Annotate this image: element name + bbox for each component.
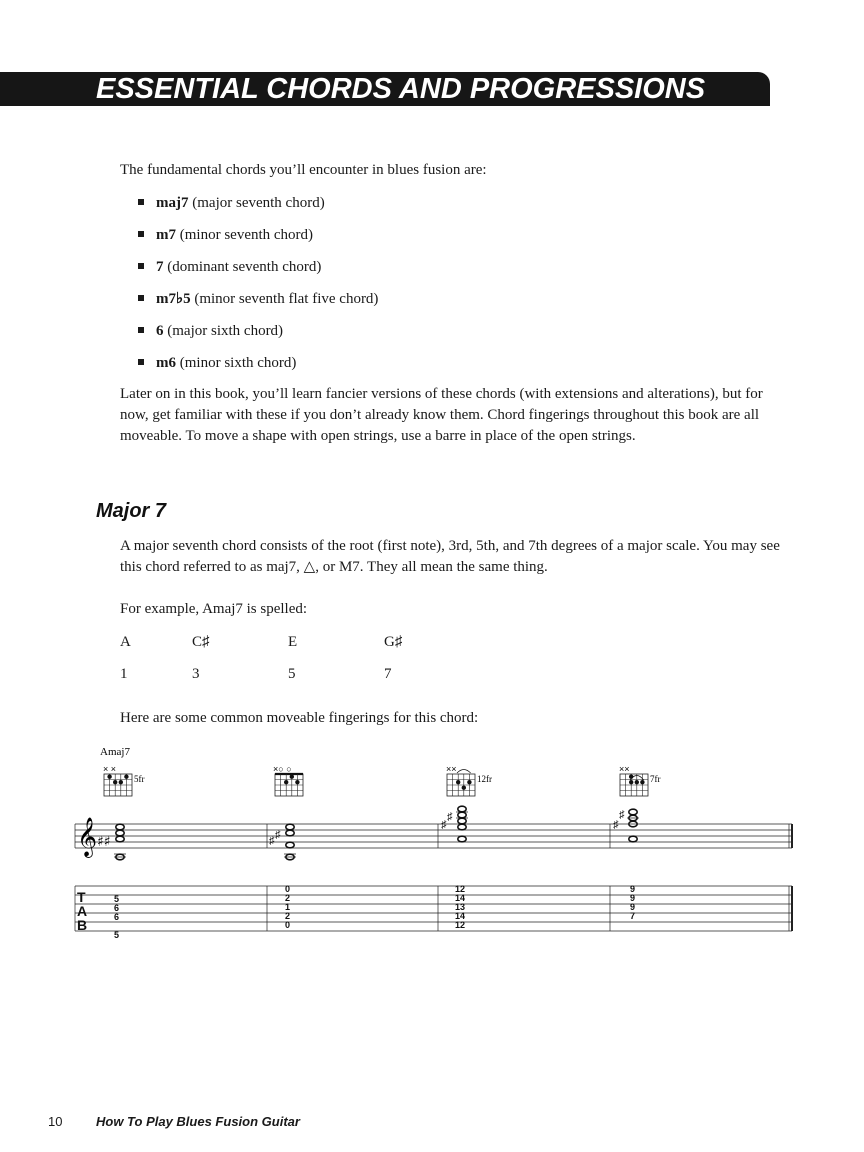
tab-number: 1 — [285, 902, 291, 912]
tab-number: 2 — [285, 911, 291, 921]
notation-figure — [70, 740, 800, 945]
chord-diagram — [619, 764, 661, 796]
tab-number: 6 — [114, 903, 120, 913]
chord-symbol: m6 — [156, 355, 176, 371]
sharp-signs — [269, 809, 625, 847]
bullet-icon — [138, 295, 144, 301]
fingerings-intro: Here are some common moveable fingerings for this chord: — [120, 710, 479, 726]
tab-letter: A — [77, 903, 88, 919]
muted-strings: ×× — [619, 764, 630, 774]
page-title: ESSENTIAL CHORDS AND PROGRESSIONS — [96, 73, 706, 105]
treble-clef-icon: 𝄞 — [77, 817, 98, 857]
chord-description: (major sixth chord) — [163, 323, 284, 339]
scale-degree: 5 — [288, 666, 296, 682]
scale-degree: 3 — [192, 666, 200, 682]
section-heading: Major 7 — [96, 500, 167, 522]
fret-label: 7fr — [650, 774, 661, 784]
tab-number: 5 — [114, 930, 120, 940]
section-paragraph: A major seventh chord consists of the root (first note), 3rd, 5th, and 7th degrees of a major scale. You may see this chord referred to as maj7, △, or M7. They all mean the same thing. — [120, 538, 780, 575]
tab-number: 9 — [630, 884, 636, 894]
tab-number: 9 — [630, 893, 636, 903]
bullet-icon — [138, 231, 144, 237]
tab-number: 13 — [455, 902, 466, 912]
note-name: E — [288, 634, 298, 650]
svg-text:♯: ♯ — [275, 829, 281, 841]
tab-staff — [75, 886, 792, 931]
chord-symbol: maj7 — [156, 195, 189, 211]
tab-number: 0 — [285, 884, 291, 894]
fret-label: 12fr — [477, 774, 492, 784]
chord-notes — [114, 806, 639, 860]
tab-number: 12 — [455, 884, 466, 894]
svg-text:♯: ♯ — [441, 819, 447, 831]
svg-text:♯: ♯ — [613, 819, 619, 831]
list-item — [138, 353, 296, 373]
list-item — [138, 257, 321, 277]
note-name: C♯ — [192, 634, 210, 650]
book-title: How To Play Blues Fusion Guitar — [96, 1114, 300, 1129]
tab-letter: B — [77, 917, 88, 933]
tab-number: 0 — [285, 920, 291, 930]
svg-text:♯: ♯ — [619, 809, 625, 821]
muted-strings: × × — [103, 764, 117, 774]
chord-description: (dominant seventh chord) — [163, 259, 322, 275]
note-name: G♯ — [384, 634, 403, 650]
muted-strings: ×○ ○ — [273, 764, 292, 774]
list-item — [138, 225, 313, 245]
scale-degree: 1 — [120, 666, 128, 682]
svg-text:♯: ♯ — [447, 811, 453, 823]
chord-diagram — [103, 764, 145, 796]
page-number: 10 — [48, 1114, 63, 1129]
chord-description: (minor seventh flat five chord) — [190, 291, 379, 307]
svg-text:♯: ♯ — [269, 835, 275, 847]
chord-description: (minor seventh chord) — [176, 227, 314, 243]
tab-number: 6 — [114, 912, 120, 922]
tab-number: 2 — [285, 893, 291, 903]
chord-symbol: m7 — [156, 227, 176, 243]
list-item — [138, 289, 378, 309]
chord-symbol: 7 — [156, 259, 164, 275]
note-name: A — [120, 634, 131, 650]
key-signature-icon: ♯♯ — [97, 834, 111, 850]
list-item — [138, 321, 283, 341]
bullet-icon — [138, 327, 144, 333]
chord-symbol: m7♭5 — [156, 291, 191, 307]
chord-symbol: 6 — [156, 323, 164, 339]
fret-label: 5fr — [134, 774, 145, 784]
music-staff — [75, 824, 792, 848]
muted-strings: ×× — [446, 764, 457, 774]
tab-letter: T — [77, 889, 86, 905]
bullet-icon — [138, 359, 144, 365]
tab-number: 14 — [455, 893, 466, 903]
chord-description: (major seventh chord) — [188, 195, 325, 211]
example-intro: For example, Amaj7 is spelled: — [120, 601, 308, 617]
tab-number: 14 — [455, 911, 466, 921]
tab-number: 9 — [630, 902, 636, 912]
tab-number: 7 — [630, 911, 636, 921]
tab-number: 12 — [455, 920, 466, 930]
chord-diagram — [273, 764, 303, 796]
tab-clef — [77, 889, 87, 933]
tab-number: 5 — [114, 894, 120, 904]
chord-name: Amaj7 — [100, 746, 130, 758]
intro-text: The fundamental chords you’ll encounter in blues fusion are: — [120, 162, 487, 178]
chord-diagram — [446, 764, 492, 796]
list-item — [138, 193, 325, 213]
bullet-icon — [138, 199, 144, 205]
scale-degree: 7 — [384, 666, 392, 682]
tab-numbers — [114, 884, 635, 940]
bullet-icon — [138, 263, 144, 269]
chord-description: (minor sixth chord) — [176, 355, 297, 371]
later-paragraph: Later on in this book, you’ll learn fancier versions of these chords (with extensions and alterations), but for now, get familiar with these if you don’t already know them. Chord fingerings throughout this book are all moveable. To move a shape with open strings, use a barre in place of the open strings. — [120, 386, 763, 444]
